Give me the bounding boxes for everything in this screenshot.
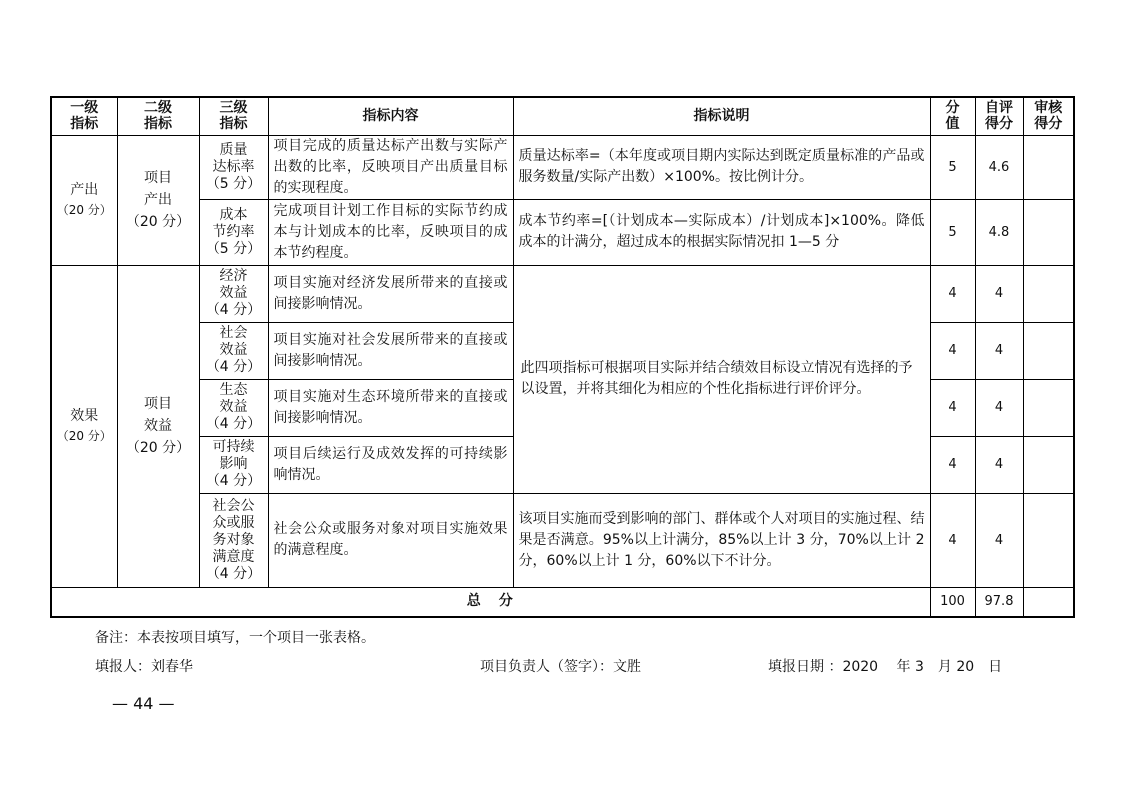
header-level2: 二级 指标 xyxy=(117,97,199,135)
self-score-ecological-benefit: 4 xyxy=(975,379,1023,436)
audit-score-cost-saving xyxy=(1023,199,1074,265)
level3-sustainable-impact: 可持续 影响 （4 分） xyxy=(199,436,268,493)
self-score-cost-saving: 4.8 xyxy=(975,199,1023,265)
header-content: 指标内容 xyxy=(268,97,513,135)
level3-ecological-benefit: 生态 效益 （4 分） xyxy=(199,379,268,436)
footer-project-leader: 项目负责人（签字）：文胜 xyxy=(480,659,641,675)
total-self-score: 97.8 xyxy=(975,587,1023,617)
content-cost-saving: 完成项目计划工作目标的实际节约成本与计划成本的比率，反映项目的成本节约程度。 xyxy=(268,199,513,265)
level1-effect-label: 效果 xyxy=(70,407,99,424)
desc-benefits-shared: 此四项指标可根据项目实际并结合绩效目标设立情况有选择的予以设置，并将其细化为相应的个性化指标进行评价评分。 xyxy=(513,265,930,493)
header-description: 指标说明 xyxy=(513,97,930,135)
level3-quality-rate: 质量 达标率 （5 分） xyxy=(199,135,268,199)
audit-score-satisfaction xyxy=(1023,493,1074,587)
performance-evaluation-table xyxy=(50,96,1075,618)
level3-satisfaction: 社会公 众或服 务对象 满意度 （4 分） xyxy=(199,493,268,587)
content-social-benefit: 项目实施对社会发展所带来的直接或间接影响情况。 xyxy=(268,322,513,379)
audit-score-economic-benefit xyxy=(1023,265,1074,322)
audit-score-ecological-benefit xyxy=(1023,379,1074,436)
content-ecological-benefit: 项目实施对生态环境所带来的直接或间接影响情况。 xyxy=(268,379,513,436)
content-sustainable-impact: 项目后续运行及成效发挥的可持续影响情况。 xyxy=(268,436,513,493)
footer-filler: 填报人：刘春华 xyxy=(95,659,193,675)
level1-output-label: 产出 xyxy=(70,181,99,198)
total-audit-score xyxy=(1023,587,1074,617)
content-quality-rate: 项目完成的质量达标产出数与实际产出数的比率，反映项目产出质量目标的实现程度。 xyxy=(268,135,513,199)
header-level1: 一级 指标 xyxy=(51,97,117,135)
score-satisfaction: 4 xyxy=(930,493,975,587)
score-cost-saving: 5 xyxy=(930,199,975,265)
level1-effect-score: （20 分） xyxy=(56,428,112,443)
self-score-satisfaction: 4 xyxy=(975,493,1023,587)
level2-effect: 项目 效益 （20 分） xyxy=(117,265,199,587)
level1-output xyxy=(51,135,117,265)
score-quality-rate: 5 xyxy=(930,135,975,199)
footer-date: 填报日期 ：2020 年 3 月 20 日 xyxy=(768,659,1003,675)
desc-cost-saving: 成本节约率=[（计划成本—实际成本）/计划成本]×100%。降低成本的计满分，超过成本的根据实际情况扣 1—5 分 xyxy=(513,199,930,265)
footer-note: 备注：本表按项目填写，一个项目一张表格。 xyxy=(95,630,375,646)
score-economic-benefit: 4 xyxy=(930,265,975,322)
level3-economic-benefit: 经济 效益 （4 分） xyxy=(199,265,268,322)
header-audit-score: 审核 得分 xyxy=(1023,97,1074,135)
level2-output: 项目 产出 （20 分） xyxy=(117,135,199,265)
page-number: — 44 — xyxy=(112,694,175,713)
score-sustainable-impact: 4 xyxy=(930,436,975,493)
score-social-benefit: 4 xyxy=(930,322,975,379)
content-economic-benefit: 项目实施对经济发展所带来的直接或间接影响情况。 xyxy=(268,265,513,322)
total-row xyxy=(51,587,1074,617)
content-satisfaction: 社会公众或服务对象对项目实施效果的满意程度。 xyxy=(268,493,513,587)
desc-satisfaction: 该项目实施而受到影响的部门、群体或个人对项目的实施过程、结果是否满意。95%以上计满分，85%以上计 3 分，70%以上计 2 分，60%以上计 1 分，60%以下不计分。 xyxy=(513,493,930,587)
level3-social-benefit: 社会 效益 （4 分） xyxy=(199,322,268,379)
audit-score-quality-rate xyxy=(1023,135,1074,199)
header-score: 分 值 xyxy=(930,97,975,135)
self-score-social-benefit: 4 xyxy=(975,322,1023,379)
table-row xyxy=(51,135,1074,199)
self-score-economic-benefit: 4 xyxy=(975,265,1023,322)
score-ecological-benefit: 4 xyxy=(930,379,975,436)
self-score-quality-rate: 4.6 xyxy=(975,135,1023,199)
self-score-sustainable-impact: 4 xyxy=(975,436,1023,493)
header-level3: 三级 指标 xyxy=(199,97,268,135)
total-label: 总 分 xyxy=(51,587,930,617)
table-row xyxy=(51,265,1074,322)
total-score: 100 xyxy=(930,587,975,617)
level1-effect xyxy=(51,265,117,587)
table-row xyxy=(51,493,1074,587)
table-row xyxy=(51,199,1074,265)
level1-output-score: （20 分） xyxy=(56,202,112,217)
desc-quality-rate: 质量达标率=（本年度或项目期内实际达到既定质量标准的产品或服务数量/实际产出数）×100%。按比例计分。 xyxy=(513,135,930,199)
level3-cost-saving: 成本 节约率 （5 分） xyxy=(199,199,268,265)
header-self-score: 自评 得分 xyxy=(975,97,1023,135)
table-header-row xyxy=(51,97,1074,135)
audit-score-social-benefit xyxy=(1023,322,1074,379)
audit-score-sustainable-impact xyxy=(1023,436,1074,493)
